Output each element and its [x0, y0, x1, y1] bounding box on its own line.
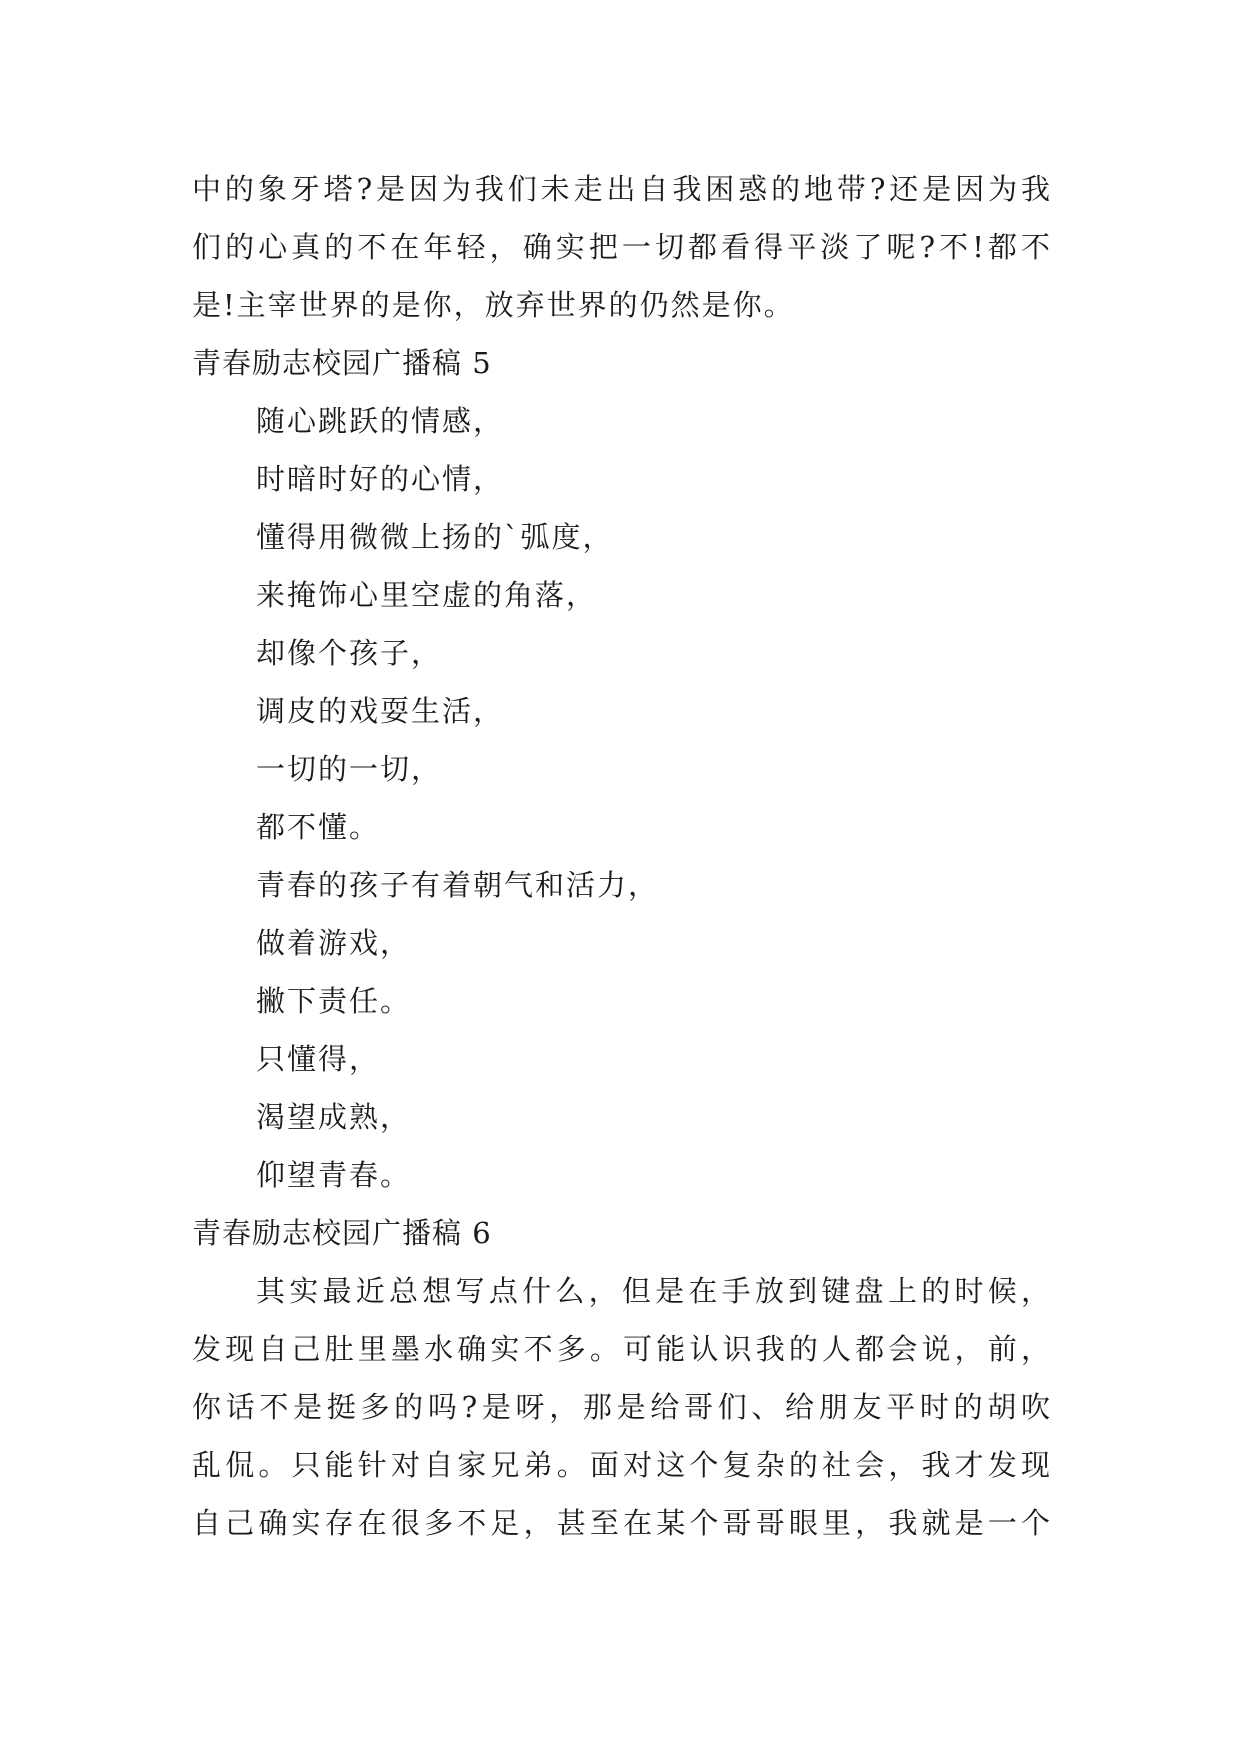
text-line: 自己确实存在很多不足，甚至在某个哥哥眼里，我就是一个 — [192, 1506, 1052, 1540]
paragraph-continued — [192, 160, 1052, 334]
poem-line: 青春的孩子有着朝气和活力， — [256, 868, 660, 902]
section-heading-6: 青春励志校园广播稿 6 — [192, 1216, 492, 1250]
text-line: 乱侃。只能针对自家兄弟。面对这个复杂的社会，我才发现 — [192, 1448, 1052, 1482]
poem-line: 懂得用微微上扬的`弧度， — [256, 520, 614, 554]
poem-line: 做着游戏， — [256, 926, 412, 960]
poem — [192, 392, 1052, 1204]
poem-line: 都不懂。 — [256, 810, 381, 844]
document-body — [192, 160, 1052, 1552]
poem-line: 撇下责任。 — [256, 984, 412, 1018]
poem-line: 仰望青春。 — [256, 1158, 412, 1192]
text-line: 是!主宰世界的是你，放弃世界的仍然是你。 — [192, 288, 795, 322]
paragraph-section-6 — [192, 1262, 1052, 1552]
poem-line: 一切的一切， — [256, 752, 443, 786]
poem-line: 随心跳跃的情感， — [256, 404, 505, 438]
text-line: 们的心真的不在年轻，确实把一切都看得平淡了呢?不!都不 — [192, 230, 1052, 264]
text-line: 其实最近总想写点什么，但是在手放到键盘上的时候， — [256, 1274, 1052, 1308]
poem-line: 时暗时好的心情， — [256, 462, 505, 496]
poem-line: 只懂得， — [256, 1042, 381, 1076]
poem-line: 调皮的戏耍生活， — [256, 694, 505, 728]
text-line: 你话不是挺多的吗?是呀，那是给哥们、给朋友平时的胡吹 — [192, 1390, 1052, 1424]
text-line: 中的象牙塔?是因为我们未走出自我困惑的地带?还是因为我 — [192, 172, 1052, 206]
section-heading-5: 青春励志校园广播稿 5 — [192, 346, 492, 380]
poem-line: 却像个孩子， — [256, 636, 443, 670]
poem-line: 渴望成熟， — [256, 1100, 412, 1134]
text-line: 发现自己肚里墨水确实不多。可能认识我的人都会说，前， — [192, 1332, 1052, 1366]
poem-line: 来掩饰心里空虚的角落， — [256, 578, 598, 612]
